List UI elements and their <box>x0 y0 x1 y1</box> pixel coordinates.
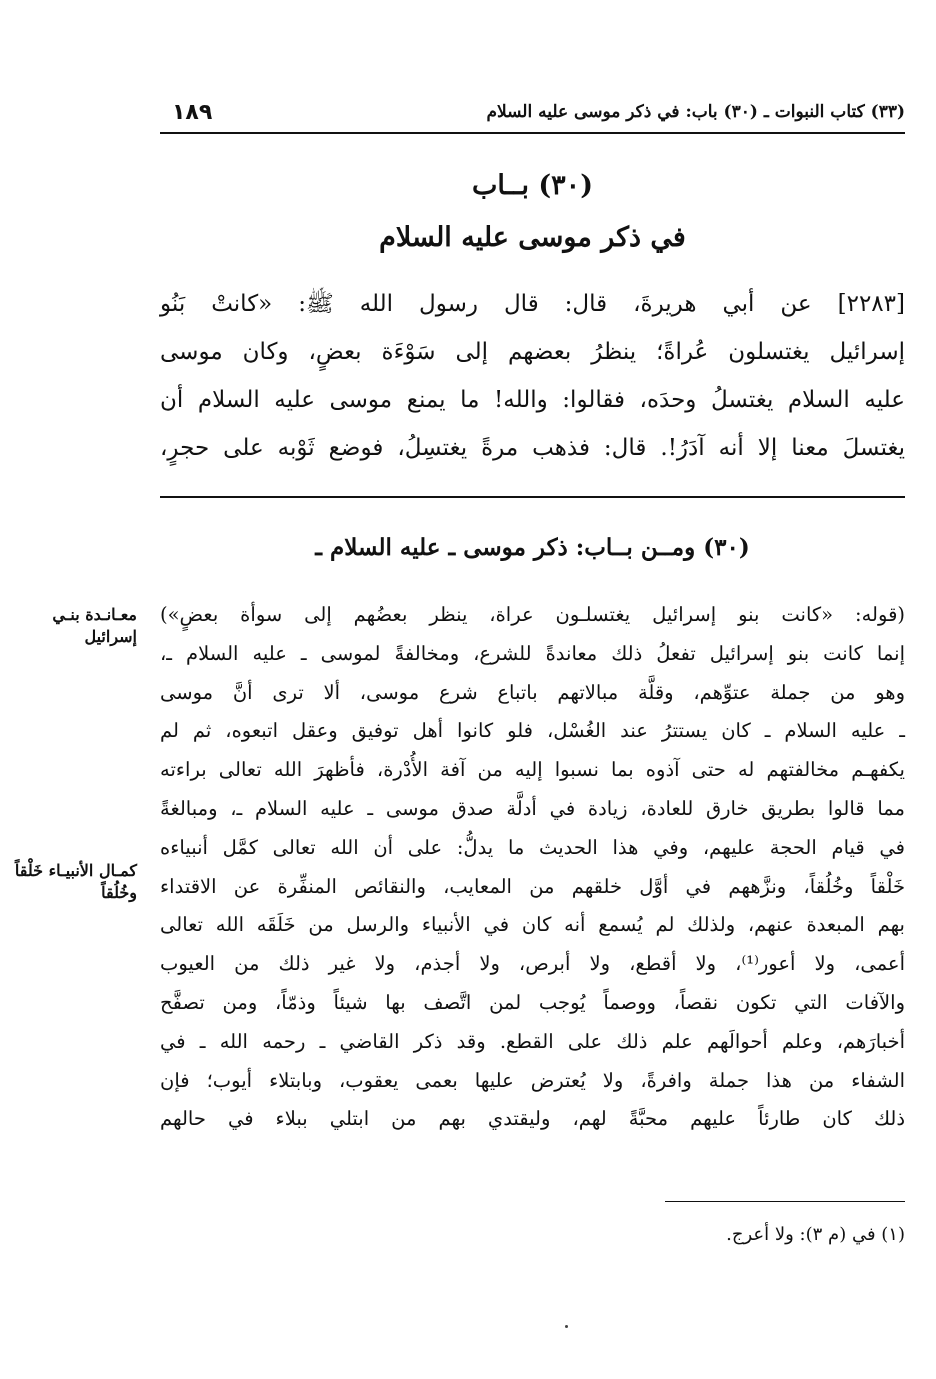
commentary-line: ـ عليه السلام ـ كان يستترُ عند الغُسْل، فلو كانوا أهل توفيق وعقل اتبعوه، ثم لم <box>160 719 905 743</box>
page-header <box>160 98 905 134</box>
commentary-line: والآفات التي تكون نقصاً، ووصماً يُوجب لمن اتَّصف بها شيئاً وذمّاً، ومن تصفَّح <box>160 990 905 1014</box>
hadith-line: إسرائيل يغتسلون عُراةً؛ ينظرُ بعضهم إلى سَوْءَة بعضٍ، وكان موسى <box>160 339 905 365</box>
hadith-line: [٢٢٨٣] عن أبي هريرةَ، قال: قال رسول الله ﷺ: «كانتْ بَنُو <box>160 291 905 317</box>
commentary-line: خَلْقاً وخُلُقاً، ونزَّههم في أوَّل خلقهم من المعايب، والنقائص المنفِّرة عن الاقتداء <box>160 874 905 898</box>
commentary-line: في قيام الحجة عليهم، وفي هذا الحديث ما يدلُّ: على أن الله تعالى كمَّل أنبياءه <box>160 835 905 859</box>
commentary-line: إنما كانت بنو إسرائيل تفعلُ ذلك معاندةً للشرع، ومخالفةً لموسى ـ عليه السلام ـ، <box>160 641 905 665</box>
footnote: (١) في (م ٣): ولا أعرج. <box>726 1224 905 1245</box>
hadith-text <box>160 280 905 472</box>
footnote-divider <box>665 1201 905 1202</box>
commentary-line: ذلك كان طارئاً عليهم محبَّةً لهم، وليقتدي بهم من ابتلي ببلاء في حالهم <box>160 1107 905 1131</box>
commentary-line: بهم المبعدة عنهم، ولذلك لم يُسمع أنه كان في الأنبياء والرسل من خَلَقَه الله تعالى <box>160 913 905 937</box>
hadith-line: عليه السلام يغتسلُ وحدَه، فقالوا: والله! ما يمنع موسى عليه السلام أن <box>160 387 905 413</box>
commentary-line: يكفهـم مخالفتهم له حتى آذوه بما نسبوا إليه من آفة الأُدْرة، فأظهرَ الله تعالى براءته <box>160 758 905 782</box>
commentary-line: (قوله: «كانت بنو إسرائيل يغتسلـون عراة، ينظر بعضُهم إلى سوأة بعضٍ») <box>160 603 905 626</box>
margin-note: معـانـدة بنـي إسرائيل <box>52 605 137 646</box>
page-mark <box>565 1325 568 1328</box>
commentary-line: وهو من جملة عتوِّهم، وقلَّة مبالاتهم باتباع شرع موسى، ألا ترى أنَّ موسى <box>160 680 905 704</box>
commentary-text <box>160 596 905 1139</box>
margin-note: كمـال الأنبيـاء خَلْقاً وخُلُقاً <box>14 861 137 902</box>
chapter-number: (٣٠) بــاب <box>472 170 593 201</box>
commentary-title: (٣٠) ومــن بــاب: ذكر موسى ـ عليه السلام ـ <box>315 534 750 561</box>
chapter-title: في ذكر موسى عليه السلام <box>379 222 686 253</box>
commentary-line: أخبارَهم، وعلم أحوالَهم علم ذلك على القطع. وقد ذكر القاضي ـ رحمه الله ـ في <box>160 1029 905 1053</box>
running-head: (٣٣) كتاب النبوات ـ (٣٠) باب: في ذكر موسى عليه السلام <box>486 102 905 122</box>
commentary-line: أعمى، ولا أعور⁽¹⁾، ولا أقطع، ولا أبرص، ولا أجذم، ولا غير ذلك من العيوب <box>160 952 905 976</box>
commentary-line: الشفاء من هذا جملة وافرةً، ولا يُعترض عليها بعمى يعقوب، وبابتلاء أيوب؛ فإن <box>160 1068 905 1092</box>
hadith-line: يغتسلَ معنا إلا أنه آدَرُ!. قال: فذهب مرةً يغتسِلُ، فوضع ثَوْبه على حجرٍ، <box>160 435 905 461</box>
section-divider <box>160 496 905 498</box>
commentary-line: مما قالوا بطريق خارق للعادة، زيادة في أدلَّة صدق موسى ـ عليه السلام ـ، ومبالغةً <box>160 796 905 820</box>
page-number: ١٨٩ <box>172 100 213 125</box>
